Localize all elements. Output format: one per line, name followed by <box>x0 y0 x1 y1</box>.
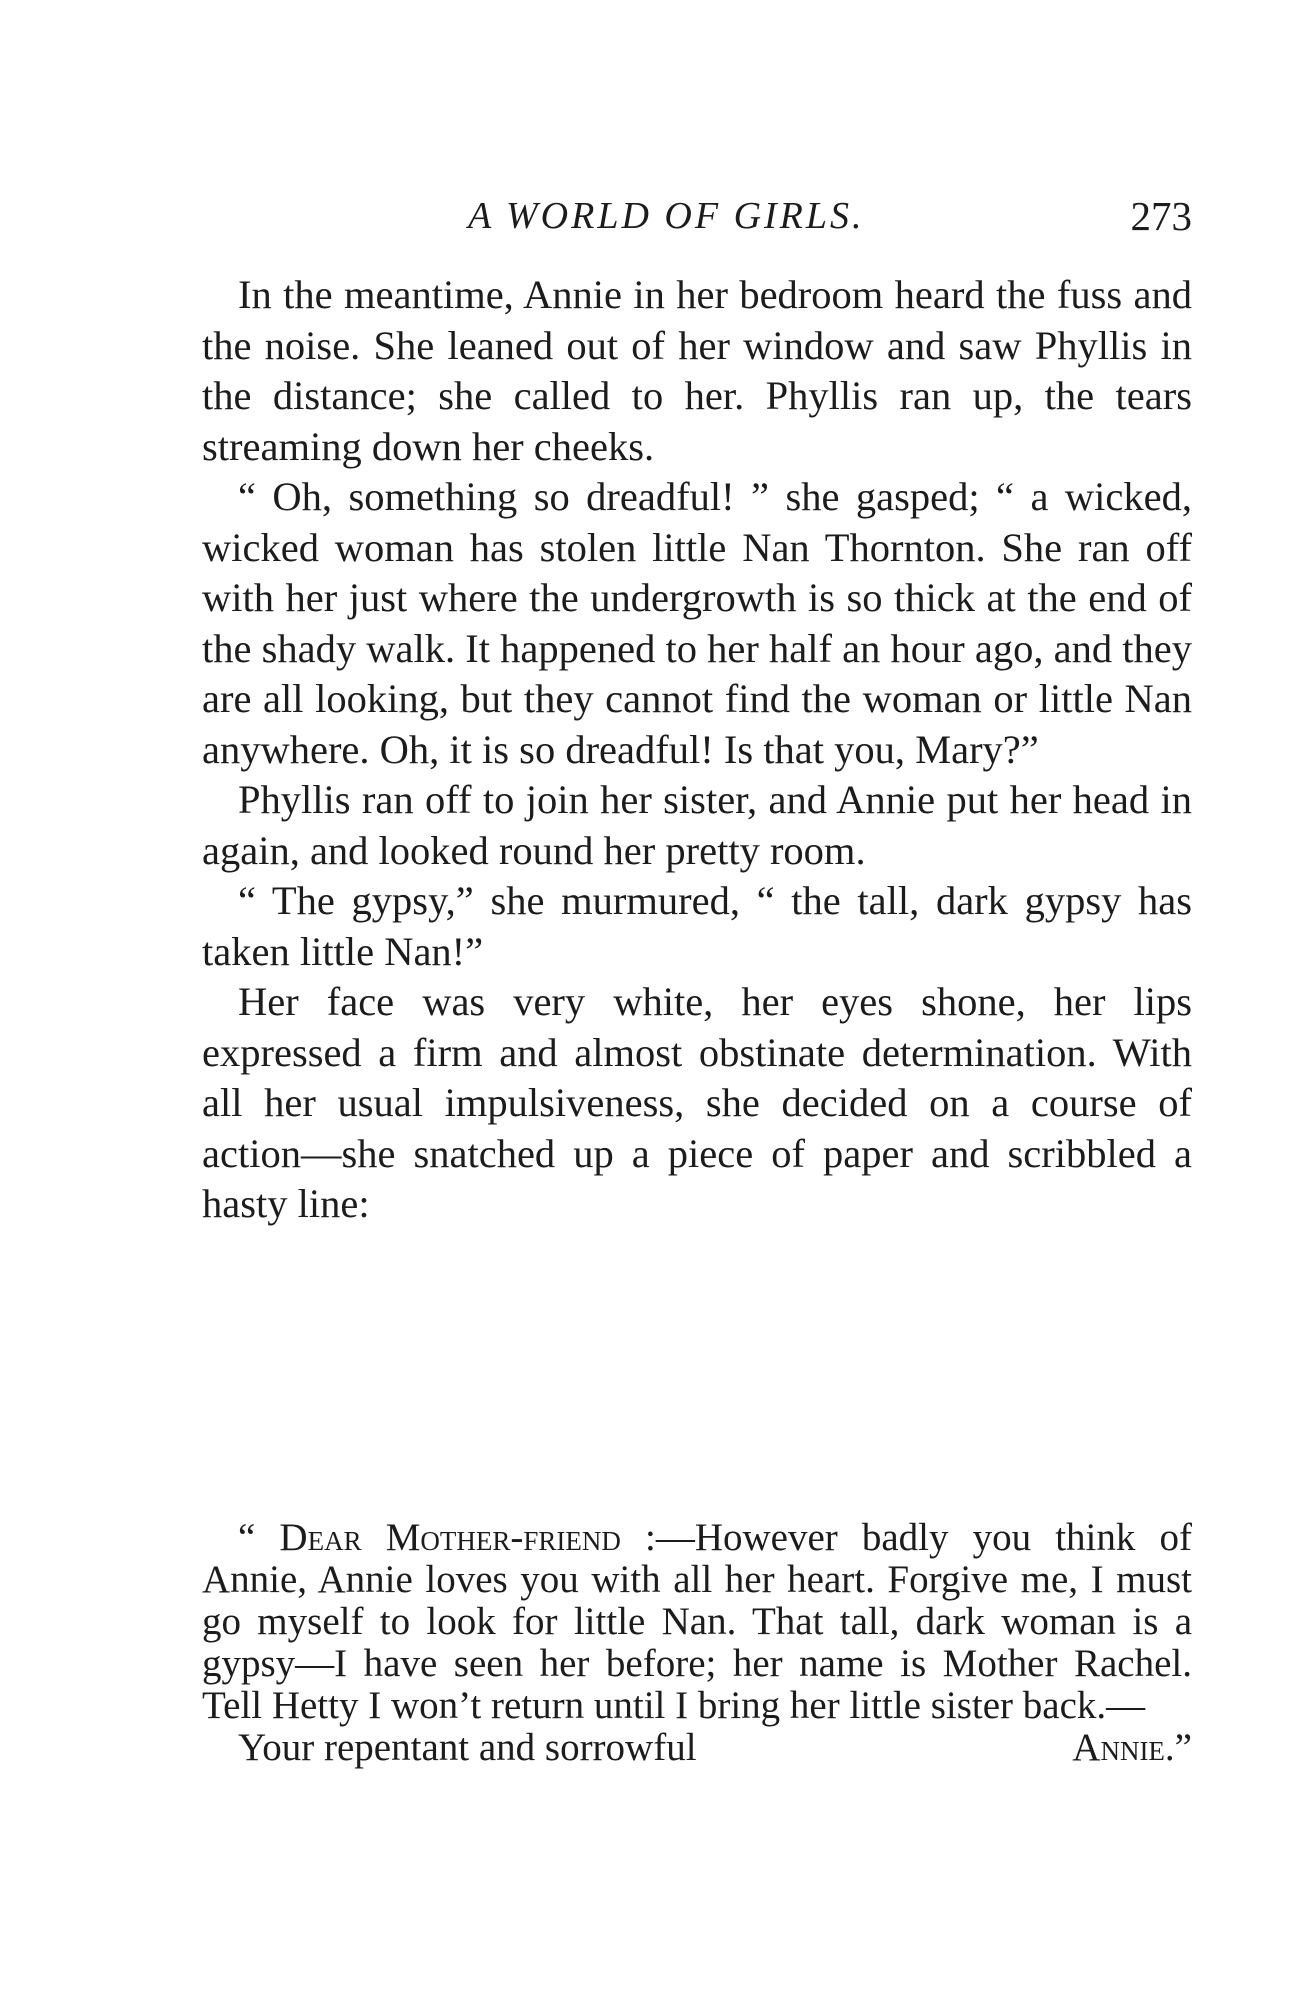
letter-closing: Your repentant and sorrowful <box>238 1726 697 1769</box>
letter-salutation: “ Dear Mother-friend : <box>238 1516 656 1559</box>
paragraph-annie-murmurs: “ The gypsy,” she murmured, “ the tall, dark gypsy has taken little Nan!” <box>202 878 1192 974</box>
letter-signature: Annie.” <box>1072 1726 1192 1769</box>
paragraph-phyllis-speech: “ Oh, something so dreadful! ” she gasped; “ a wicked, wicked woman has stolen little Nan Thornton. She ran off with her just where the undergrowth is so thick at the end of the shady walk. It happened to her half an hour ago, and they are all looking, but they cannot find the woman or little Nan anywhere. Oh, it is so dreadful! Is that you, Mary?” <box>202 474 1192 772</box>
paragraph-annie-hears-noise: In the meantime, Annie in her bedroom heard the fuss and the noise. She leaned out of her window and saw Phyllis in the distance; she called to her. Phyllis ran up, the tears streaming down her cheeks. <box>202 272 1192 469</box>
running-head <box>200 186 1192 246</box>
paragraph-phyllis-runs-off: Phyllis ran off to join her sister, and Annie put her head in again, and looked round her pretty room. <box>202 777 1192 873</box>
letter-body-paragraph <box>202 1517 1192 1727</box>
letter-note <box>202 1517 1192 1769</box>
letter-signoff <box>202 1727 1192 1769</box>
body-text <box>202 270 1192 1230</box>
letter-body: —However badly you think of Annie, Annie loves you with all her heart. Forgive me, I must go myself to look for little Nan. That tall, dark woman is a gypsy—I have seen her before; her name is Mother Rachel. Tell Hetty I won’t return until I bring her little sister back.— <box>202 1516 1192 1727</box>
running-title: A WORLD OF GIRLS. <box>468 195 865 237</box>
page-number: 273 <box>1130 193 1192 239</box>
paragraph-annie-decides: Her face was very white, her eyes shone, her lips expressed a firm and almost obstinate determination. With all her usual impulsiveness, she decided on a course of action—she snatched up a piece of paper and scribbled a hasty line: <box>202 979 1192 1226</box>
